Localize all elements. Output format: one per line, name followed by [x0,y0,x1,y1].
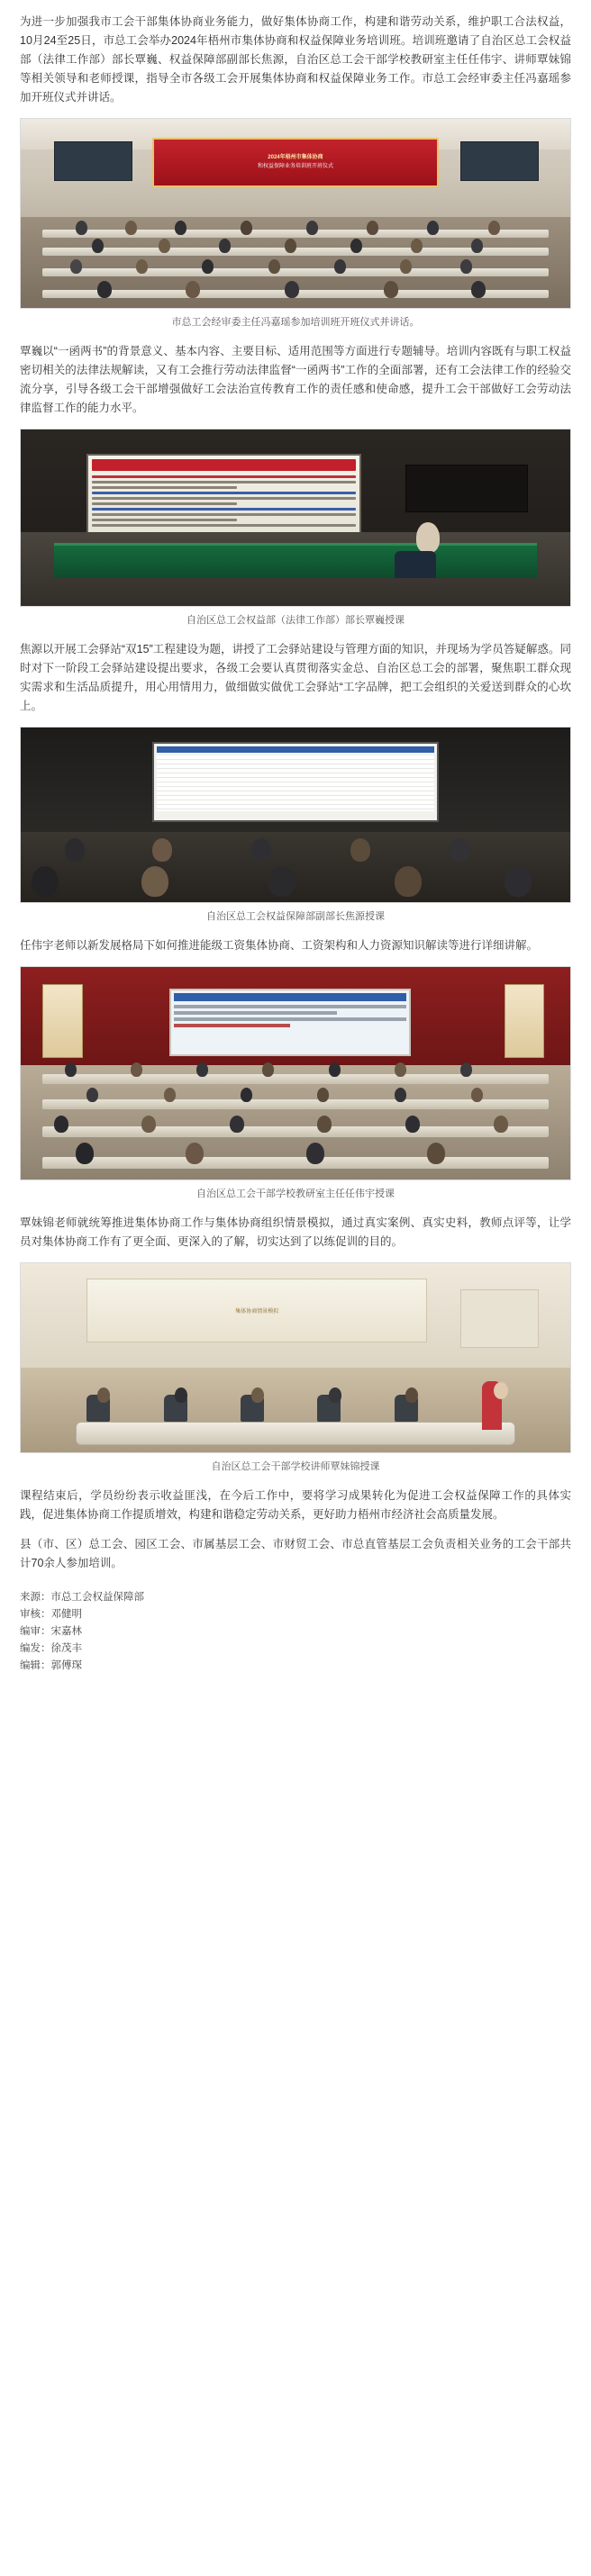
paragraph: 焦源以开展工会驿站“双15”工程建设为题，讲授了工会驿站建设与管理方面的知识，并现场为学员答疑解惑。同时对下一阶段工会驿站建设提出要求，各级工会要认真贯彻落实金总、自治区总工会的部署，聚焦职工群众现实需求和生活品质提升，用心用情用力，做细做实做优工会驿站“工字品牌，把工会组织的关爱送到群众的心坎上。 [20,643,571,712]
projection-screen [169,989,411,1057]
paragraph: 覃妹锦老师就统筹推进集体协商工作与集体协商组织情景模拟，通过真实案例、真实史料，教师点评等，让学员对集体协商工作有了更全面、更深入的了解，切实达到了以练促训的目的。 [20,1216,571,1248]
projection-screen [152,742,438,822]
footer-editor: 编审：宋嘉林 [20,1626,82,1637]
footer-source: 来源：市总工会权益保障部 [20,1592,144,1603]
figure-caption: 自治区总工会干部学校教研室主任任伟宇授课 [196,1189,395,1199]
paragraph: 覃巍以“一函两书”的背景意义、基本内容、主要目标、适用范围等方面进行专题辅导。培训内容既有与职工权益密切相关的法律法规解读，又有工会推行劳动法律监督“一函两书”工作的全面部署，还有工会法律工作的经验交流分享，引导各级工会干部增强做好工会法治宣传教育工作的责任感和使命感，提升工会干部做好工会劳动法律监督工作的能力水平。 [20,345,571,414]
figure-4 [20,966,571,1201]
footer-checker: 编发：徐茂丰 [20,1643,82,1654]
figure-2 [20,429,571,628]
figure-caption: 自治区总工会权益部（法律工作部）部长覃巍授课 [186,615,405,626]
photo-banner-text: 集体协商情景模拟 [86,1279,427,1342]
photo-audience-chart [20,727,571,903]
photo-opening-ceremony [20,118,571,309]
figure-caption: 市总工会经审委主任冯嘉瑶参加培训班开班仪式并讲话。 [171,317,420,328]
photo-roundtable-simulation [20,1262,571,1453]
photo-lecture-law [20,429,571,607]
photo-banner-text: 2024年梧州市集体协商 和权益保障业务培训班开班仪式 [152,138,438,187]
paragraph: 县（市、区）总工会、园区工会、市属基层工会、市财贸工会、市总直管基层工会负责相关业务的工会干部共计70余人参加培训。 [20,1538,571,1569]
article-footer [20,1589,571,1675]
paragraph: 任伟宇老师以新发展格局下如何推进能级工资集体协商、工资架构和人力资源知识解读等进行详细讲解。 [20,939,539,952]
figure-5 [20,1262,571,1474]
figure-caption: 自治区总工会权益保障部副部长焦源授课 [206,911,385,922]
footer-author: 审核：邓健明 [20,1609,82,1620]
photo-classroom-wide [20,966,571,1180]
figure-caption: 自治区总工会干部学校讲师覃妹锦授课 [211,1461,380,1472]
figure-1 [20,118,571,330]
footer-composer: 编辑：郭傅琛 [20,1660,82,1671]
figure-3 [20,727,571,924]
paragraph: 课程结束后，学员纷纷表示收益匪浅，在今后工作中，要将学习成果转化为促进工会权益保障工作的具体实践，促进集体协商工作提质增效，构建和谐稳定劳动关系，更好助力梧州市经济社会高质量发展。 [20,1489,571,1521]
paragraph: 为进一步加强我市工会干部集体协商业务能力，做好集体协商工作，构建和谐劳动关系，维护职工合法权益，10月24至25日，市总工会举办2024年梧州市集体协商和权益保障业务培训班。培训班邀请了自治区总工会权益部（法律工作部）部长覃巍、权益保障部副部长焦源，自治区总工会干部学校教研室主任任伟宇、讲师覃妹锦等相关领导和老师授课，指导全市各级工会开展集体协商和权益保障业务工作。市总工会经审委主任冯嘉瑶参加开班仪式并讲话。 [20,15,571,104]
